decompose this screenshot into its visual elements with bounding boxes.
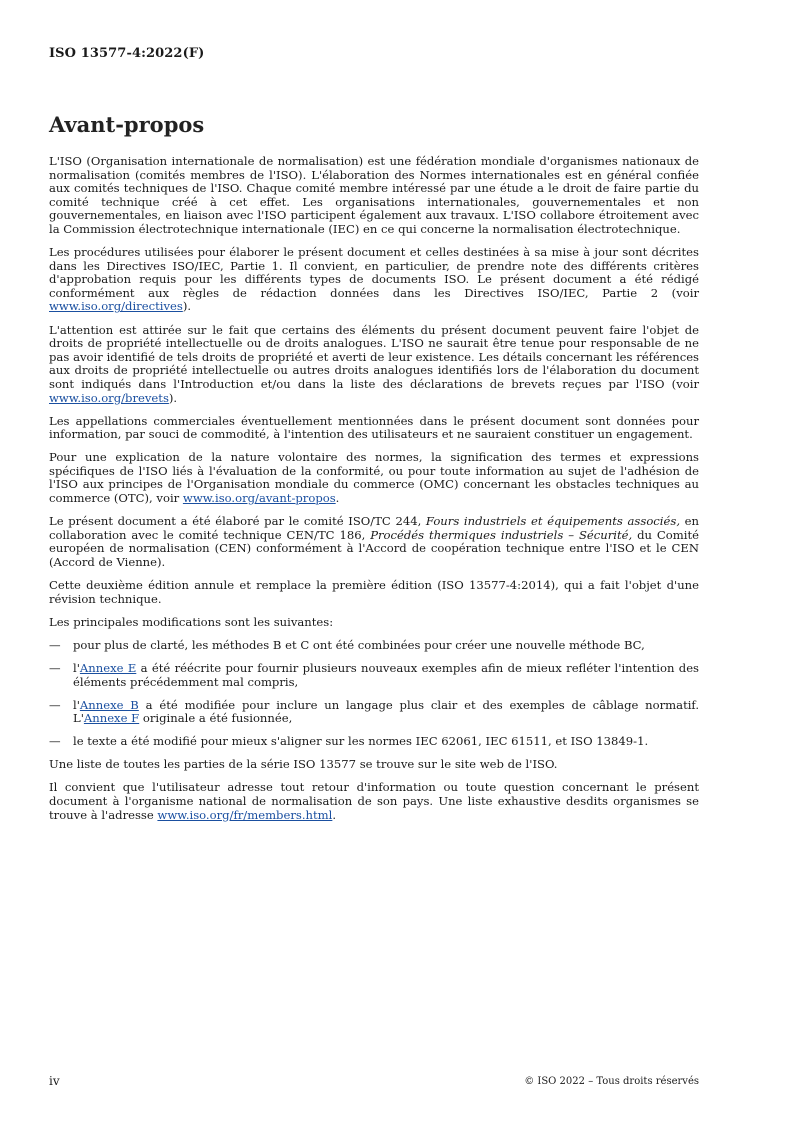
list-item bbox=[49, 639, 699, 653]
list-item bbox=[49, 735, 699, 749]
text: en collaboration avec le comité technique CEN/TC 186, bbox=[49, 514, 699, 542]
cen-committee-title: Procédés thermiques industriels – Sécurité, bbox=[370, 527, 633, 542]
paragraph-series-list: Une liste de toutes les parties de la série ISO 13577 se trouve sur le site web de l'ISO. bbox=[49, 757, 558, 772]
text: Pour une explication de la nature volontaire des normes, la signification des termes et expressions spécifiques de l'ISO liés à l'évaluation de la conformité, ou pour toute information au sujet de l'adhésion de l'ISO aux principes de l'Organisation mondiale du commerce (OMC) concernant les obstacles techniques au commerce (OTC), voir bbox=[49, 450, 699, 506]
text: . bbox=[335, 491, 340, 506]
list-item-text: le texte a été modifié pour mieux s'aligner sur les normes IEC 62061, IEC 61511, et ISO 13849-1. bbox=[73, 734, 649, 749]
link-annexe-b[interactable]: Annexe B bbox=[79, 697, 139, 712]
text: Il convient que l'utilisateur adresse tout retour d'information ou toute question concernant le présent document à l'organisme national de normalisation de son pays. Une liste exhaustive desdits organismes se trouve à l'adresse bbox=[49, 780, 699, 822]
committee-title: Fours industriels et équipements associés, bbox=[425, 514, 681, 529]
page-title: Avant-propos bbox=[49, 112, 205, 137]
text: l' bbox=[73, 660, 80, 675]
paragraph-committee bbox=[49, 515, 699, 569]
dash: — bbox=[49, 637, 61, 652]
link-avant-propos[interactable]: www.iso.org/avant-propos bbox=[182, 491, 336, 506]
paragraph-feedback bbox=[49, 781, 699, 822]
list-item-text bbox=[73, 662, 699, 689]
list-item-text bbox=[73, 699, 699, 726]
link-brevets[interactable]: www.iso.org/brevets bbox=[49, 390, 169, 405]
text: Les procédures utilisées pour élaborer le présent document et celles destinées à sa mise à jour sont décrites dans les Directives ISO/IEC, Partie 1. Il convient, en particulier, de prendre note des différents critères d'approbation requis pour les différents types de documents ISO. Le présent document a été rédigé conformément aux règles de rédaction données dans les Directives ISO/IEC, Partie 2 (voir bbox=[49, 245, 699, 300]
paragraph-edition: Cette deuxième édition annule et remplace la première édition (ISO 13577-4:2014), qui a fait l'objet d'une révision technique. bbox=[49, 578, 699, 606]
paragraph-patents bbox=[49, 324, 699, 406]
text: Le présent document a été élaboré par le comité ISO/TC 244, bbox=[49, 514, 426, 529]
text: ). bbox=[168, 390, 178, 405]
list-item bbox=[49, 662, 699, 689]
text: originale a été fusionnée, bbox=[139, 711, 293, 726]
paragraph-trade-names: Les appellations commerciales éventuellement mentionnées dans le présent document sont données pour information, par souci de commodité, à l'intention des utilisateurs et ne sauraient constituer un engagement. bbox=[49, 413, 699, 442]
foreword-body bbox=[49, 155, 699, 832]
text: L'attention est attirée sur le fait que certains des éléments du présent document peuvent faire l'objet de droits de propriété intellectuelle ou de droits analogues. L'ISO ne saurait être tenue pour responsable de ne pas avoir identifié de tels droits de propriété et averti de leur existence. Les détails concernant les références aux droits de propriété intellectuelle ou autres droits analogues identifiés lors de l'élaboration du document sont indiqués dans l'Introduction et/ou dans la liste des déclarations de brevets reçues par l'ISO (voir bbox=[49, 322, 699, 391]
text: du Comité européen de normalisation (CEN) conformément à l'Accord de coopération technique entre l'ISO et le CEN (Accord de Vienne). bbox=[49, 527, 699, 569]
text: l' bbox=[73, 697, 80, 712]
dash: — bbox=[49, 734, 61, 749]
list-item-text: pour plus de clarté, les méthodes B et C ont été combinées pour créer une nouvelle méthode BC, bbox=[73, 637, 645, 652]
paragraph-voluntary-nature bbox=[49, 451, 699, 505]
text: a été réécrite pour fournir plusieurs nouveaux exemples afin de mieux refléter l'intention des éléments précédemment mal compris, bbox=[73, 660, 700, 689]
paragraph-changes-intro: Les principales modifications sont les suivantes: bbox=[49, 614, 334, 629]
dash: — bbox=[49, 697, 61, 712]
page-number: iv bbox=[49, 1074, 60, 1088]
text: a été modifiée pour inclure un langage plus clair et des exemples de câblage normatif. L' bbox=[73, 697, 699, 726]
paragraph-iso-intro: L'ISO (Organisation internationale de normalisation) est une fédération mondiale d'organismes nationaux de normalisation (comités membres de l'ISO). L'élaboration des Normes internationales est en général confiée aux comités techniques de l'ISO. Chaque comité membre intéressé par une étude a le droit de faire partie du comité technique créé à cet effet. Les organisations internationales, gouvernementales et non gouvernementales, en liaison avec l'ISO participent également aux travaux. L'ISO collabore étroitement avec la Commission électrotechnique internationale (IEC) en ce qui concerne la normalisation électrotechnique. bbox=[49, 154, 699, 236]
link-annexe-e[interactable]: Annexe E bbox=[79, 660, 137, 675]
copyright-notice: © ISO 2022 – Tous droits réservés bbox=[524, 1076, 699, 1087]
link-annexe-f[interactable]: Annexe F bbox=[83, 711, 140, 726]
text: . bbox=[332, 807, 337, 822]
paragraph-procedures bbox=[49, 246, 699, 314]
dash: — bbox=[49, 660, 61, 675]
document-id: ISO 13577-4:2022(F) bbox=[49, 46, 205, 61]
text: ). bbox=[182, 299, 192, 314]
list-item bbox=[49, 699, 699, 726]
link-directives[interactable]: www.iso.org/directives bbox=[49, 299, 183, 314]
link-members[interactable]: www.iso.org/fr/members.html bbox=[157, 807, 333, 822]
